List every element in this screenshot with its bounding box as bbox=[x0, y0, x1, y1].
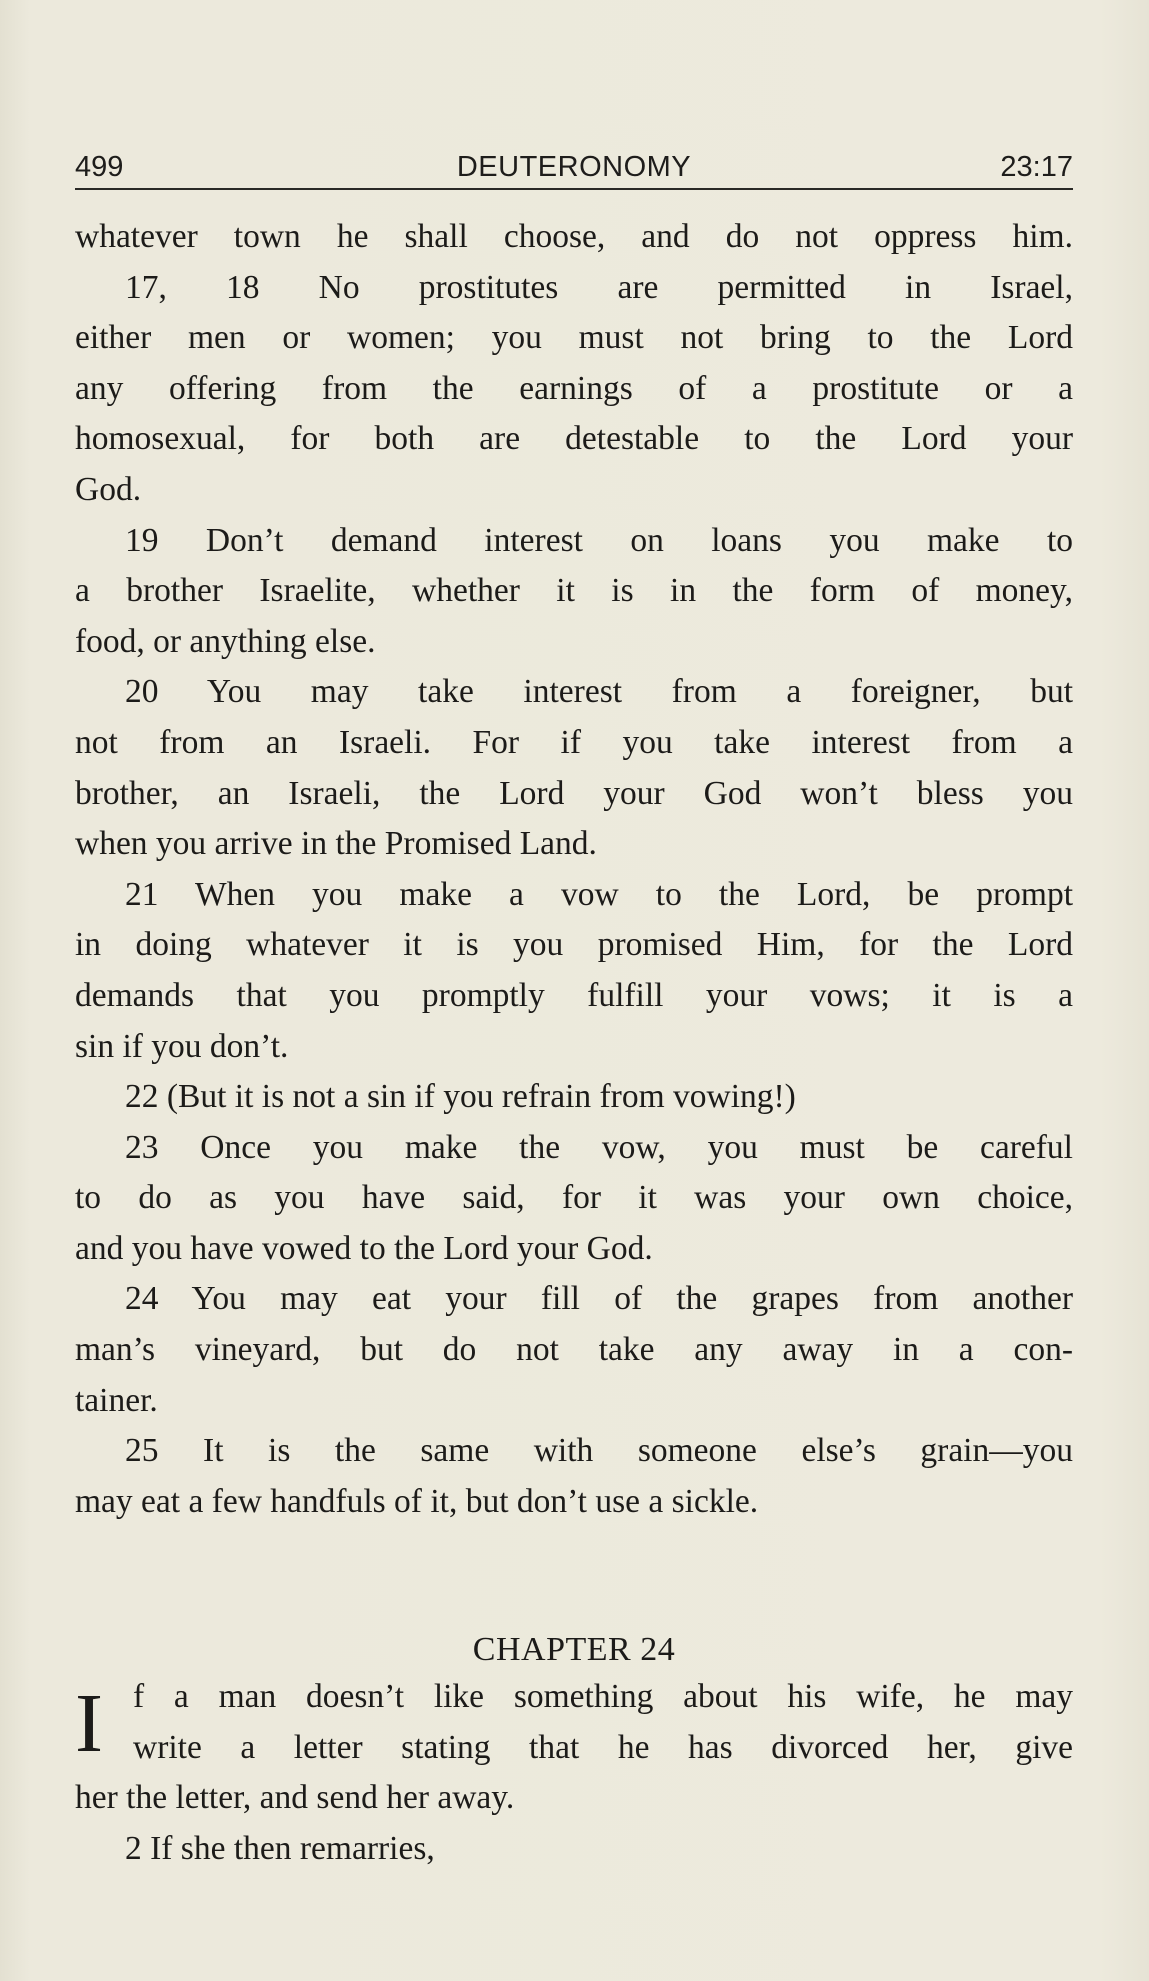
text-line: homosexual, for both are detestable to the Lord your bbox=[75, 420, 1073, 458]
page-number: 499 bbox=[75, 151, 124, 183]
text-line: man’s vineyard, but do not take any away in a con- bbox=[75, 1331, 1073, 1369]
text-line: 25 It is the same with someone else’s grain—you bbox=[125, 1432, 1073, 1470]
text-line: 19 Don’t demand interest on loans you make to bbox=[125, 521, 1073, 559]
running-header bbox=[75, 146, 1073, 190]
text-line: whatever town he shall choose, and do not oppress him. bbox=[75, 218, 1073, 255]
text-line: tainer. bbox=[75, 1381, 158, 1419]
text-line: and you have vowed to the Lord your God. bbox=[75, 1229, 653, 1267]
text-line: 20 You may take interest from a foreigner, but bbox=[125, 673, 1073, 711]
chapter-text-line: f a man doesn’t like something about his wife, he may bbox=[133, 1678, 1073, 1715]
text-line: in doing whatever it is you promised Him, for the Lord bbox=[75, 926, 1073, 964]
text-line: demands that you promptly fulfill your vows; it is a bbox=[75, 976, 1073, 1014]
chapter-text-line: 2 If she then remarries, bbox=[125, 1829, 435, 1867]
text-line: not from an Israeli. For if you take interest from a bbox=[75, 723, 1073, 761]
text-line: a brother Israelite, whether it is in the form of money, bbox=[75, 572, 1073, 610]
text-line: either men or women; you must not bring to the Lord bbox=[75, 319, 1073, 357]
text-line: 22 (But it is not a sin if you refrain from vowing!) bbox=[125, 1078, 796, 1116]
text-line: when you arrive in the Promised Land. bbox=[75, 825, 597, 863]
chapter-text-line: her the letter, and send her away. bbox=[75, 1779, 515, 1817]
text-line: to do as you have said, for it was your own choice, bbox=[75, 1179, 1073, 1217]
text-line: sin if you don’t. bbox=[75, 1027, 289, 1065]
chapter-verse-reference: 23:17 bbox=[1000, 151, 1073, 183]
text-line: God. bbox=[75, 470, 142, 508]
chapter-text bbox=[75, 1672, 1073, 1874]
chapter-text-line: write a letter stating that he has divorced her, give bbox=[133, 1728, 1073, 1766]
text-line: may eat a few handfuls of it, but don’t use a sickle. bbox=[75, 1482, 759, 1520]
text-line: 17, 18 No prostitutes are permitted in Israel, bbox=[125, 268, 1073, 306]
text-line: food, or anything else. bbox=[75, 622, 376, 660]
text-line: brother, an Israeli, the Lord your God won’t bless you bbox=[75, 774, 1073, 812]
text-line: 21 When you make a vow to the Lord, be prompt bbox=[125, 875, 1073, 913]
drop-cap: I bbox=[75, 1677, 103, 1770]
text-line: any offering from the earnings of a prostitute or a bbox=[75, 369, 1073, 407]
scripture-text bbox=[75, 212, 1073, 1527]
book-title: DEUTERONOMY bbox=[456, 151, 692, 183]
text-line: 24 You may eat your fill of the grapes from another bbox=[125, 1280, 1073, 1318]
text-line: 23 Once you make the vow, you must be careful bbox=[125, 1128, 1073, 1166]
chapter-heading: CHAPTER 24 bbox=[472, 1631, 676, 1668]
